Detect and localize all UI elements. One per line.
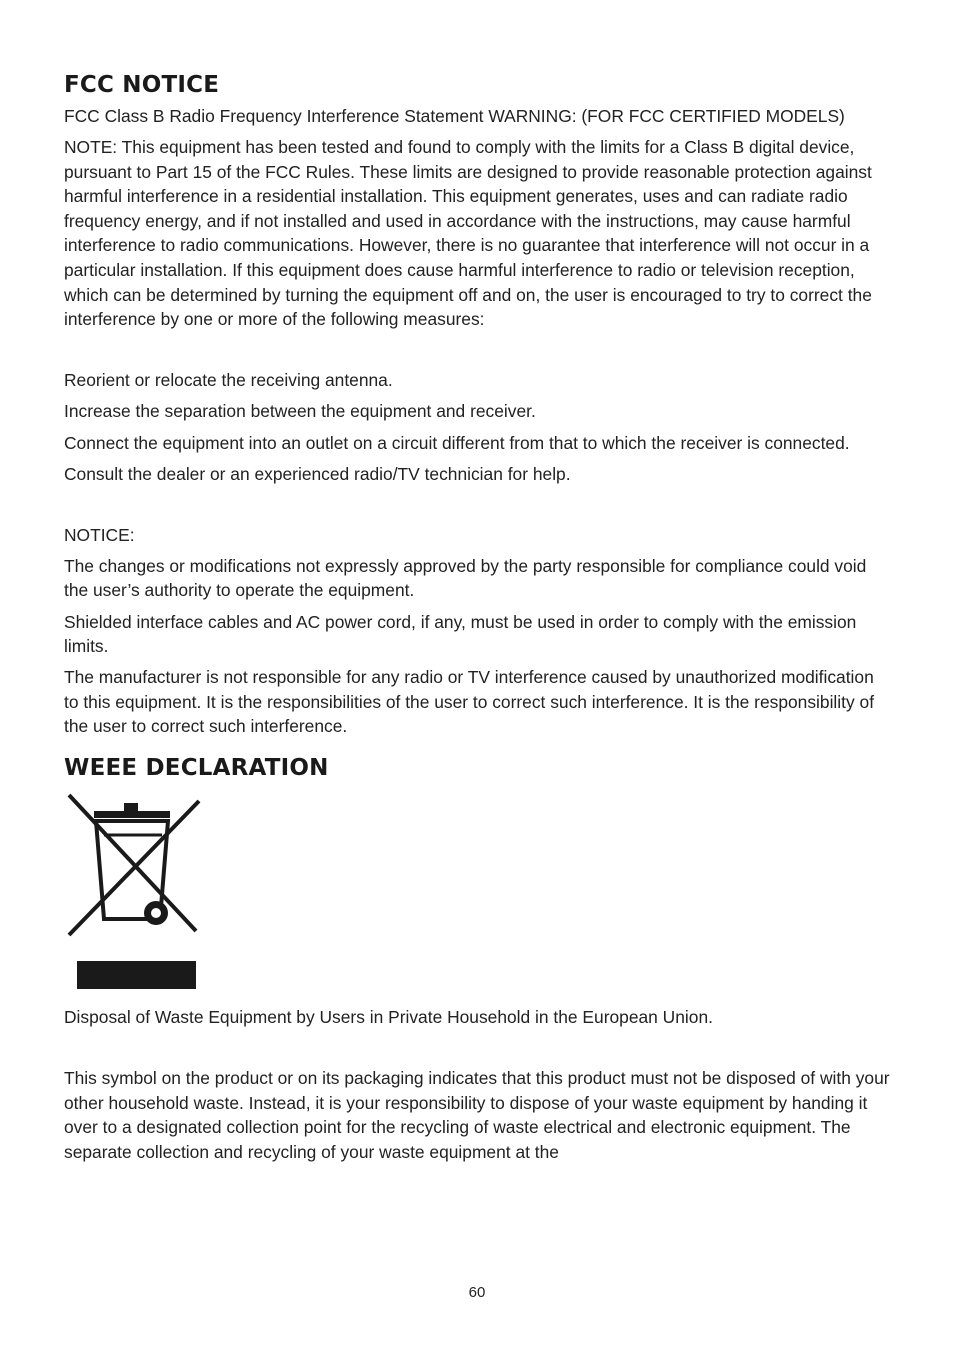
- weee-disposal-title: Disposal of Waste Equipment by Users in Private Household in the European Union.: [64, 1006, 713, 1027]
- crossed-out-wheelie-bin-icon: [64, 791, 204, 991]
- measure-item: Reorient or relocate the receiving antenna.: [64, 370, 393, 391]
- measure-item: Increase the separation between the equipment and receiver.: [64, 401, 536, 422]
- fcc-note: NOTE: This equipment has been tested and found to comply with the limits for a Class B digital device, pursuant to Part 15 of the FCC Rules. These limits are designed to provide reasonable protection against harmful interference in a residential installation. This equipment generates, uses and can radiate radio frequency energy, and if not installed and used in accordance with the instructions, may cause harmful interference to radio communications. However, there is no guarantee that interference will not occur in a particular installation. If this equipment does cause harmful interference to radio or television reception, which can be determined by turning the equipment off and on, the user is encouraged to try to correct the interference by one or more of the following measures:: [64, 137, 872, 330]
- notice-item: Shielded interface cables and AC power cord, if any, must be used in order to comply with the emission limits.: [64, 611, 857, 657]
- notice-item: The changes or modifications not expressly approved by the party responsible for compliance could void the user’s authority to operate the equipment.: [64, 555, 867, 601]
- notice-label: NOTICE:: [64, 524, 135, 545]
- notice-item: The manufacturer is not responsible for any radio or TV interference caused by unauthorized modification to this equipment. It is the responsibilities of the user to correct such interference. It is the responsibility of the user to correct such interference.: [64, 667, 875, 737]
- page-number: 60: [468, 1284, 486, 1301]
- measure-item: Consult the dealer or an experienced radio/TV technician for help.: [64, 463, 571, 484]
- weee-heading: WEEE DECLARATION: [64, 754, 329, 781]
- fcc-heading: FCC NOTICE: [64, 72, 220, 98]
- measure-item: Connect the equipment into an outlet on a circuit different from that to which the receiver is connected.: [64, 432, 850, 453]
- fcc-statement: FCC Class B Radio Frequency Interference Statement WARNING: (FOR FCC CERTIFIED MODELS): [64, 106, 845, 126]
- weee-body: This symbol on the product or on its packaging indicates that this product must not be disposed of with your other household waste. Instead, it is your responsibility to dispose of your waste equipment by handing it over to a designated collection point for the recycling of waste electrical and electronic equipment. The separate collection and recycling of your waste equipment at the: [64, 1068, 890, 1162]
- document-page: [64, 70, 890, 1171]
